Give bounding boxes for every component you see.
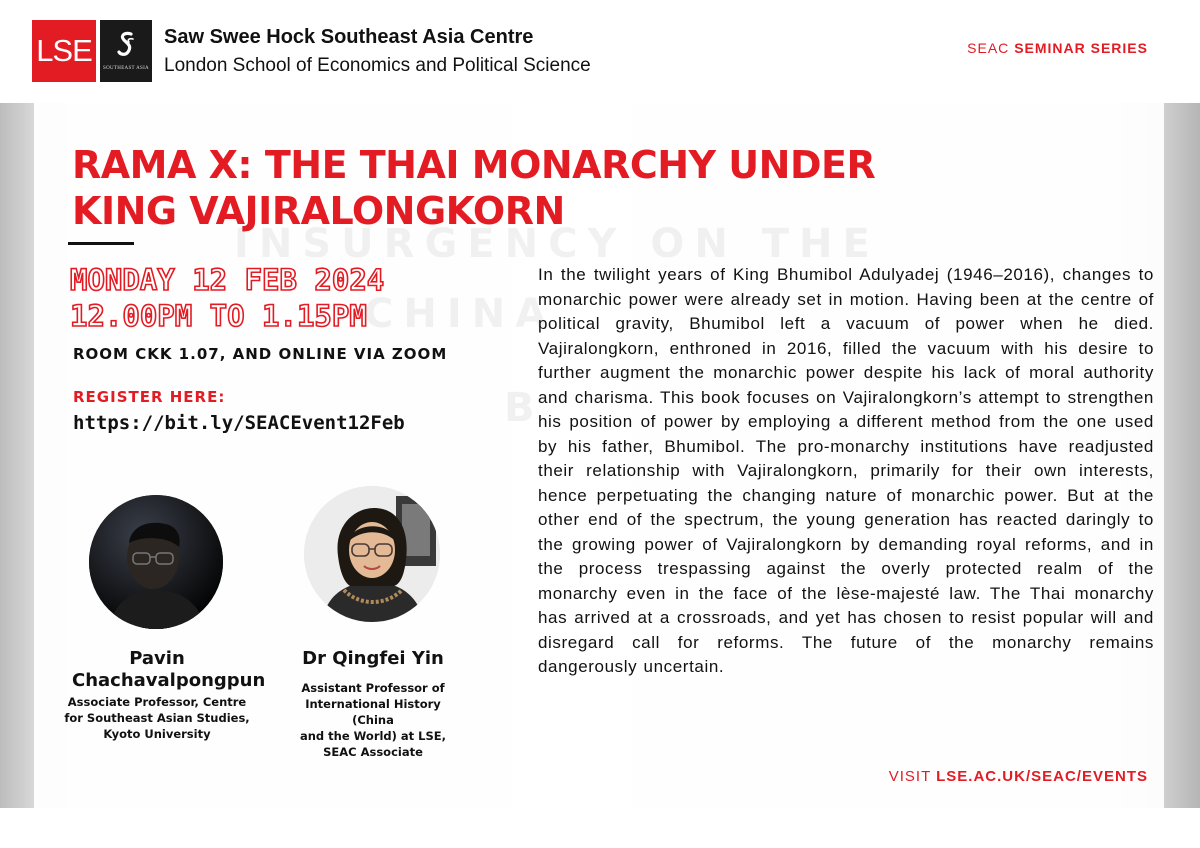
register-label: REGISTER HERE: bbox=[73, 388, 226, 406]
event-time: 12.00PM TO 1.15PM bbox=[70, 299, 367, 333]
background-text: CHINA bbox=[364, 291, 557, 337]
speaker-photo-yin bbox=[304, 486, 440, 622]
seac-logo-text: SOUTHEAST ASIA bbox=[103, 66, 149, 71]
speaker-photo-pavin bbox=[89, 495, 223, 629]
event-venue: ROOM CKK 1.07, AND ONLINE VIA ZOOM bbox=[73, 345, 448, 363]
seac-logo bbox=[100, 20, 152, 82]
speaker-role-line: International History (China bbox=[305, 697, 441, 727]
centre-name: Saw Swee Hock Southeast Asia Centre bbox=[164, 26, 534, 48]
speaker-role-line: Assistant Professor of bbox=[301, 681, 445, 695]
speaker-role bbox=[290, 680, 456, 760]
background-text: INSURGENCY ON THE bbox=[234, 221, 880, 267]
event-datetime bbox=[70, 262, 384, 334]
speaker-name-line: Pavin bbox=[129, 648, 185, 669]
title-divider bbox=[68, 242, 134, 245]
speaker-name-line: Chachavalpongpun bbox=[72, 670, 266, 691]
register-link[interactable]: https://bit.ly/SEACEvent12Feb bbox=[73, 412, 405, 434]
speaker-role bbox=[62, 694, 252, 742]
speaker-name-line: Dr Qingfei Yin bbox=[302, 648, 444, 669]
speaker-role-line: and the World) at LSE, bbox=[299, 729, 447, 743]
school-name: London School of Economics and Political Science bbox=[164, 55, 591, 76]
series-name: SEMINAR SERIES bbox=[1014, 40, 1148, 56]
lse-logo: LSE bbox=[32, 20, 96, 82]
seac-logo-icon bbox=[116, 30, 136, 58]
background-text: B bbox=[504, 385, 545, 431]
visit-url: LSE.AC.UK/SEAC/EVENTS bbox=[936, 768, 1148, 785]
event-description: In the twilight years of King Bhumibol Adulyadej (1946–2016), changes to monarchic power were already set in motion. Having been at the centre of political gravity, Bhumibol left a vacuum of power when he died. Vajiralongkorn, enthroned in 2016, filled the vacuum with his desire to further augment the monarchic power despite his lack of moral authority and charisma. This book focuses on Vajiralongkorn’s attempt to strengthen his position of power by employing a different method from the one used by his father, Bhumibol. The pro-monarchy institutions have readjusted their relationship with Vajiralongkorn, primarily for their own interests, hence perpetuating the changing nature of monarchic power. But at the other end of the spectrum, the young generation has reacted daringly to the growing power of Vajiralongkorn by demanding royal reforms, and in the process trespassing against the overly protected realm of the monarchy even in the face of the lèse-majesté law. The Thai monarchy has arrived at a crossroads, and yet has chosen to resist popular will and disregard call for reforms. The future of the monarchy remains dangerously uncertain. bbox=[538, 265, 1154, 676]
seminar-series-label bbox=[967, 40, 1148, 56]
speaker-role-line: SEAC Associate bbox=[323, 745, 423, 759]
event-title-line: KING VAJIRALONGKORN bbox=[72, 189, 565, 233]
visit-prefix: VISIT bbox=[888, 768, 937, 785]
speaker-role-line: for Southeast Asian Studies, bbox=[64, 711, 250, 725]
speaker-portrait-icon bbox=[304, 486, 440, 622]
speaker-name bbox=[72, 648, 266, 692]
speaker-role-line: Associate Professor, Centre bbox=[67, 695, 247, 709]
visit-events-link[interactable] bbox=[889, 768, 1148, 785]
series-prefix: SEAC bbox=[967, 40, 1015, 56]
speaker-role-line: Kyoto University bbox=[103, 727, 211, 741]
event-title-line: RAMA X: THE THAI MONARCHY UNDER bbox=[72, 143, 876, 187]
speaker-portrait-icon bbox=[89, 495, 223, 629]
event-title bbox=[72, 142, 875, 234]
event-date: MONDAY 12 FEB 2024 bbox=[70, 263, 385, 297]
speaker-name bbox=[290, 648, 456, 670]
